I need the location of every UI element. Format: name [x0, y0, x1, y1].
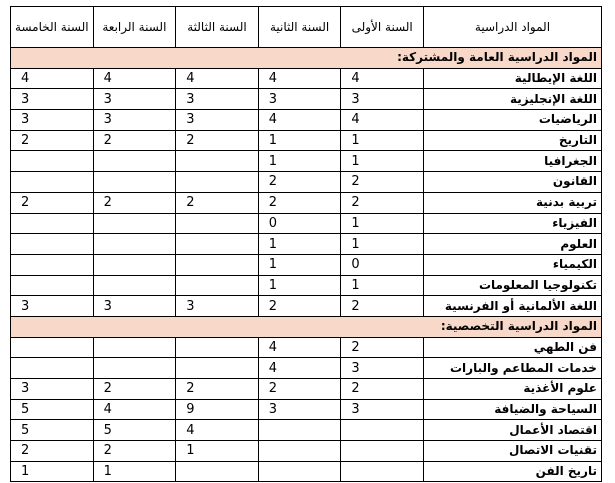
hours-cell-year-5: 2 [11, 130, 94, 151]
table-row [11, 110, 602, 131]
hours-cell-year-2 [258, 420, 341, 441]
hours-cell-year-2: 3 [258, 399, 341, 420]
header-year-3: السنة الثالثة [176, 7, 259, 48]
hours-cell-year-2: 4 [258, 110, 341, 131]
hours-cell-year-5 [11, 151, 94, 172]
table-row [11, 172, 602, 193]
hours-cell-year-5 [11, 234, 94, 255]
hours-cell-year-1 [341, 441, 424, 462]
table-row [11, 192, 602, 213]
subject-cell: الجغرافيا [423, 151, 601, 172]
section-header-row [11, 48, 602, 69]
subject-cell: تقنيات الاتصال [423, 441, 601, 462]
hours-cell-year-3: 9 [176, 399, 259, 420]
hours-cell-year-2: 1 [258, 275, 341, 296]
hours-cell-year-2: 1 [258, 151, 341, 172]
hours-cell-year-1: 3 [341, 358, 424, 379]
hours-cell-year-2: 1 [258, 234, 341, 255]
hours-cell-year-4 [93, 213, 176, 234]
hours-cell-year-5 [11, 358, 94, 379]
hours-cell-year-4: 2 [93, 192, 176, 213]
hours-cell-year-1 [341, 420, 424, 441]
hours-cell-year-3 [176, 275, 259, 296]
hours-cell-year-4 [93, 358, 176, 379]
hours-cell-year-5: 5 [11, 399, 94, 420]
hours-cell-year-4 [93, 275, 176, 296]
header-year-4: السنة الرابعة [93, 7, 176, 48]
hours-cell-year-3: 3 [176, 89, 259, 110]
subject-cell: الرياضيات [423, 110, 601, 131]
hours-cell-year-3: 4 [176, 68, 259, 89]
table-row [11, 420, 602, 441]
table-row [11, 130, 602, 151]
table-row [11, 68, 602, 89]
hours-cell-year-5: 3 [11, 110, 94, 131]
hours-cell-year-1: 1 [341, 130, 424, 151]
hours-cell-year-4: 3 [93, 89, 176, 110]
subject-cell: التاريخ [423, 130, 601, 151]
hours-cell-year-5: 2 [11, 192, 94, 213]
hours-cell-year-3: 2 [176, 379, 259, 400]
subject-cell: اللغة الإنجليزية [423, 89, 601, 110]
hours-cell-year-4: 2 [93, 441, 176, 462]
hours-cell-year-1: 2 [341, 192, 424, 213]
hours-cell-year-1: 4 [341, 110, 424, 131]
hours-cell-year-2: 4 [258, 337, 341, 358]
table-row [11, 379, 602, 400]
hours-cell-year-1: 3 [341, 399, 424, 420]
hours-cell-year-4: 2 [93, 130, 176, 151]
hours-cell-year-5 [11, 337, 94, 358]
table-row [11, 399, 602, 420]
hours-cell-year-1: 0 [341, 254, 424, 275]
table-row [11, 358, 602, 379]
hours-cell-year-2: 2 [258, 296, 341, 317]
hours-cell-year-5: 1 [11, 461, 94, 482]
table-row [11, 441, 602, 462]
subject-cell: العلوم [423, 234, 601, 255]
table-row [11, 337, 602, 358]
hours-cell-year-3 [176, 358, 259, 379]
hours-cell-year-4: 4 [93, 399, 176, 420]
hours-cell-year-3 [176, 337, 259, 358]
hours-cell-year-4 [93, 172, 176, 193]
hours-cell-year-2: 2 [258, 172, 341, 193]
hours-cell-year-5 [11, 254, 94, 275]
hours-cell-year-3 [176, 151, 259, 172]
hours-cell-year-1: 2 [341, 296, 424, 317]
section-title: المواد الدراسية العامة والمشتركة: [11, 48, 602, 69]
hours-cell-year-3: 3 [176, 296, 259, 317]
hours-cell-year-3: 2 [176, 130, 259, 151]
hours-cell-year-3 [176, 461, 259, 482]
hours-cell-year-5 [11, 275, 94, 296]
hours-cell-year-1: 2 [341, 379, 424, 400]
hours-cell-year-4: 3 [93, 110, 176, 131]
hours-cell-year-4 [93, 337, 176, 358]
hours-cell-year-3: 4 [176, 420, 259, 441]
header-year-1: السنة الأولى [341, 7, 424, 48]
hours-cell-year-5: 3 [11, 296, 94, 317]
curriculum-table [10, 6, 602, 482]
hours-cell-year-4: 3 [93, 296, 176, 317]
hours-cell-year-2 [258, 441, 341, 462]
hours-cell-year-2: 4 [258, 358, 341, 379]
subject-cell: تربية بدنية [423, 192, 601, 213]
hours-cell-year-3 [176, 213, 259, 234]
subject-cell: الفيزياء [423, 213, 601, 234]
hours-cell-year-1: 3 [341, 89, 424, 110]
section-title: المواد الدراسية التخصصية: [11, 316, 602, 337]
hours-cell-year-5: 3 [11, 89, 94, 110]
header-subjects: المواد الدراسية [423, 7, 601, 48]
hours-cell-year-3 [176, 234, 259, 255]
hours-cell-year-1: 1 [341, 213, 424, 234]
hours-cell-year-3: 2 [176, 192, 259, 213]
hours-cell-year-1: 1 [341, 151, 424, 172]
subject-cell: خدمات المطاعم والبارات [423, 358, 601, 379]
subject-cell: الكيمياء [423, 254, 601, 275]
hours-cell-year-1: 1 [341, 275, 424, 296]
hours-cell-year-5 [11, 213, 94, 234]
hours-cell-year-2: 1 [258, 130, 341, 151]
hours-cell-year-4 [93, 151, 176, 172]
hours-cell-year-1: 1 [341, 234, 424, 255]
subject-cell: علوم الأغذية [423, 379, 601, 400]
subject-cell: اقتصاد الأعمال [423, 420, 601, 441]
hours-cell-year-2: 3 [258, 89, 341, 110]
subject-cell: تاريخ الفن [423, 461, 601, 482]
table-row [11, 275, 602, 296]
hours-cell-year-4: 5 [93, 420, 176, 441]
table-row [11, 296, 602, 317]
hours-cell-year-2: 0 [258, 213, 341, 234]
subject-cell: فن الطهي [423, 337, 601, 358]
hours-cell-year-5 [11, 172, 94, 193]
table-row [11, 151, 602, 172]
table-row [11, 213, 602, 234]
hours-cell-year-3: 1 [176, 441, 259, 462]
hours-cell-year-1 [341, 461, 424, 482]
hours-cell-year-5: 3 [11, 379, 94, 400]
subject-cell: السياحة والضيافة [423, 399, 601, 420]
hours-cell-year-4: 1 [93, 461, 176, 482]
hours-cell-year-2 [258, 461, 341, 482]
hours-cell-year-4 [93, 234, 176, 255]
subject-cell: اللغة الإيطالية [423, 68, 601, 89]
table-row [11, 89, 602, 110]
section-header-row [11, 316, 602, 337]
hours-cell-year-5: 2 [11, 441, 94, 462]
hours-cell-year-5: 4 [11, 68, 94, 89]
table-row [11, 234, 602, 255]
subject-cell: القانون [423, 172, 601, 193]
hours-cell-year-5: 5 [11, 420, 94, 441]
hours-cell-year-3: 3 [176, 110, 259, 131]
header-year-2: السنة الثانية [258, 7, 341, 48]
hours-cell-year-3 [176, 172, 259, 193]
subject-cell: تكنولوجيا المعلومات [423, 275, 601, 296]
header-year-5: السنة الخامسة [11, 7, 94, 48]
hours-cell-year-2: 2 [258, 192, 341, 213]
hours-cell-year-4 [93, 254, 176, 275]
hours-cell-year-1: 4 [341, 68, 424, 89]
hours-cell-year-4: 4 [93, 68, 176, 89]
table-row [11, 461, 602, 482]
hours-cell-year-3 [176, 254, 259, 275]
hours-cell-year-4: 2 [93, 379, 176, 400]
hours-cell-year-2: 2 [258, 379, 341, 400]
table-body [11, 48, 602, 482]
header-row [11, 7, 602, 48]
table-row [11, 254, 602, 275]
hours-cell-year-1: 2 [341, 172, 424, 193]
hours-cell-year-2: 1 [258, 254, 341, 275]
hours-cell-year-2: 4 [258, 68, 341, 89]
hours-cell-year-1: 2 [341, 337, 424, 358]
subject-cell: اللغة الألمانية أو الفرنسية [423, 296, 601, 317]
